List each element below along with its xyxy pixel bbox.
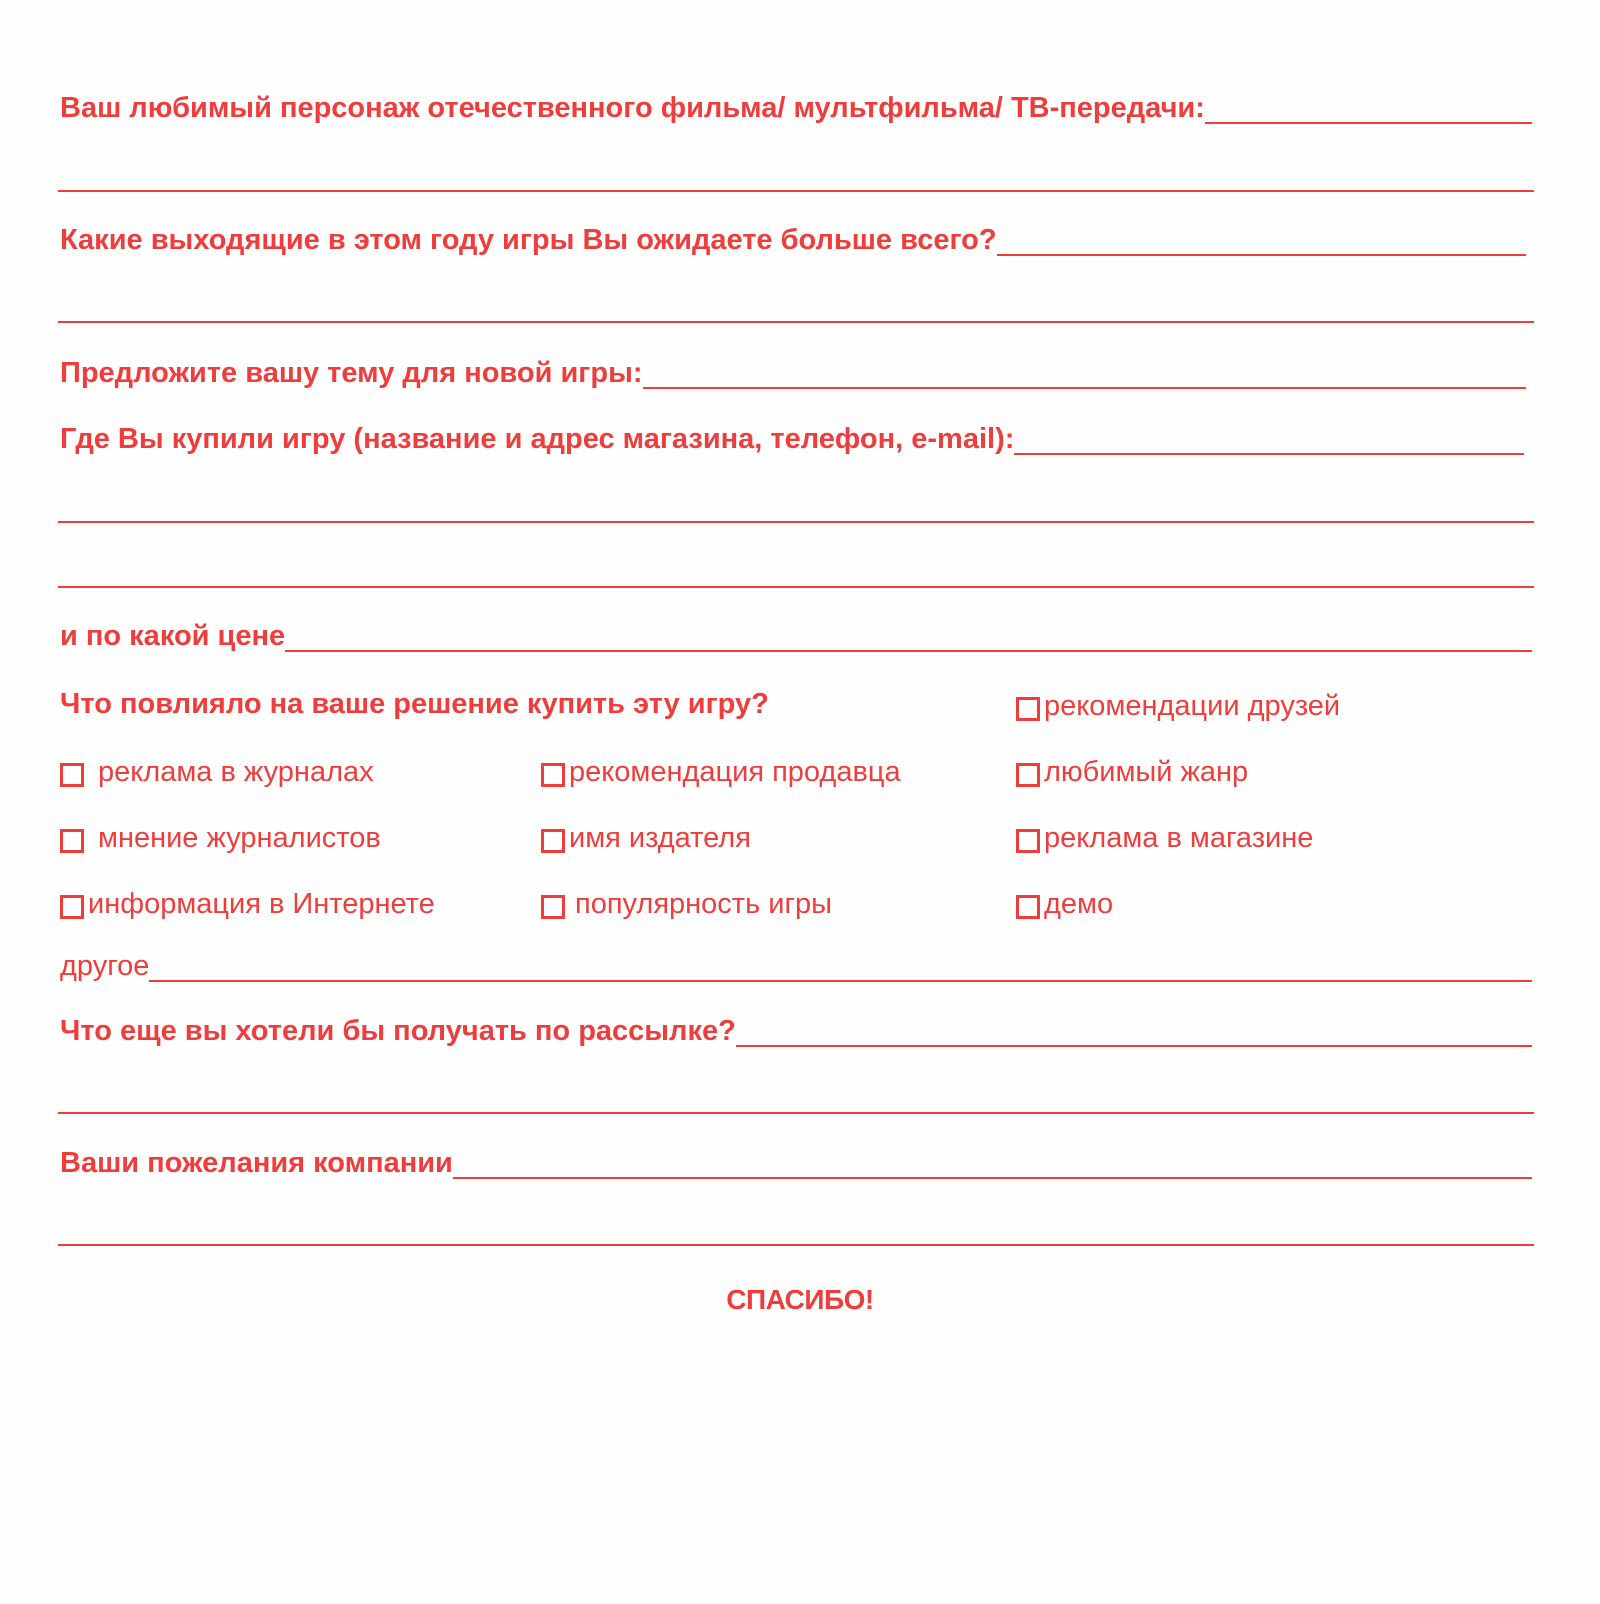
answer-line[interactable] — [58, 1112, 1534, 1114]
option-store-ads[interactable] — [1016, 820, 1313, 856]
option-label: рекомендации друзей — [1044, 689, 1341, 722]
question-favorite-character — [60, 94, 1532, 126]
question-newsletter — [60, 1017, 1532, 1049]
answer-line[interactable] — [643, 387, 1526, 389]
checkbox[interactable] — [541, 895, 565, 919]
checkbox[interactable] — [1016, 895, 1040, 919]
option-label: мнение журналистов — [98, 821, 381, 854]
checkbox[interactable] — [60, 895, 84, 919]
checkbox[interactable] — [541, 763, 565, 787]
option-label: любимый жанр — [1044, 755, 1249, 788]
checkbox[interactable] — [60, 763, 84, 787]
thank-you-text: СПАСИБО! — [726, 1284, 874, 1315]
checkbox[interactable] — [1016, 697, 1040, 721]
other-label: другое — [60, 950, 150, 982]
answer-line[interactable] — [1205, 122, 1532, 124]
answer-line[interactable] — [58, 321, 1534, 323]
option-favorite-genre[interactable] — [1016, 754, 1248, 790]
question-price — [60, 622, 1532, 654]
option-label: реклама в журналах — [98, 755, 374, 788]
option-label: имя издателя — [569, 821, 751, 854]
answer-line[interactable] — [736, 1045, 1532, 1047]
option-publisher-name[interactable] — [541, 820, 751, 856]
checkbox[interactable] — [541, 829, 565, 853]
question-label: и по какой цене — [60, 620, 286, 652]
question-new-game-theme — [60, 359, 1526, 391]
checkbox[interactable] — [1016, 829, 1040, 853]
option-friends-recommendation[interactable] — [1016, 688, 1340, 724]
option-internet-info[interactable] — [60, 886, 435, 922]
answer-line[interactable] — [58, 1244, 1534, 1246]
answer-line[interactable] — [997, 254, 1526, 256]
answer-line[interactable] — [58, 586, 1534, 588]
answer-line[interactable] — [1014, 453, 1524, 455]
question-label: Предложите вашу тему для новой игры: — [60, 357, 643, 389]
option-label: популярность игры — [575, 887, 832, 920]
checkbox[interactable] — [60, 829, 84, 853]
option-magazine-ads[interactable] — [60, 754, 374, 790]
option-label: информация в Интернете — [88, 887, 435, 920]
question-label: Где Вы купили игру (название и адрес магазина, телефон, e-mail): — [60, 423, 1015, 455]
answer-line[interactable] — [58, 521, 1534, 523]
option-label: демо — [1044, 887, 1114, 920]
question-purchase-influence: Что повлияло на ваше решение купить эту игру? — [60, 688, 769, 720]
option-other — [60, 952, 1532, 984]
question-expected-games — [60, 226, 1526, 258]
option-seller-recommendation[interactable] — [541, 754, 901, 790]
other-answer-line[interactable] — [149, 980, 1532, 982]
option-game-popularity[interactable] — [541, 886, 832, 922]
checkbox[interactable] — [1016, 763, 1040, 787]
option-label: реклама в магазине — [1044, 821, 1314, 854]
question-label: Что еще вы хотели бы получать по рассылке? — [60, 1015, 736, 1047]
option-demo[interactable] — [1016, 886, 1113, 922]
option-label: рекомендация продавца — [569, 755, 901, 788]
question-wishes — [60, 1149, 1532, 1181]
question-label: Ваш любимый персонаж отечественного фильма/ мультфильма/ ТВ-передачи: — [60, 92, 1205, 124]
option-journalists-opinion[interactable] — [60, 820, 381, 856]
question-label: Какие выходящие в этом году игры Вы ожидаете больше всего? — [60, 224, 997, 256]
answer-line[interactable] — [58, 190, 1534, 192]
answer-line[interactable] — [453, 1177, 1532, 1179]
answer-line[interactable] — [285, 650, 1532, 652]
question-where-bought — [60, 425, 1524, 457]
question-label: Ваши пожелания компании — [60, 1147, 453, 1179]
